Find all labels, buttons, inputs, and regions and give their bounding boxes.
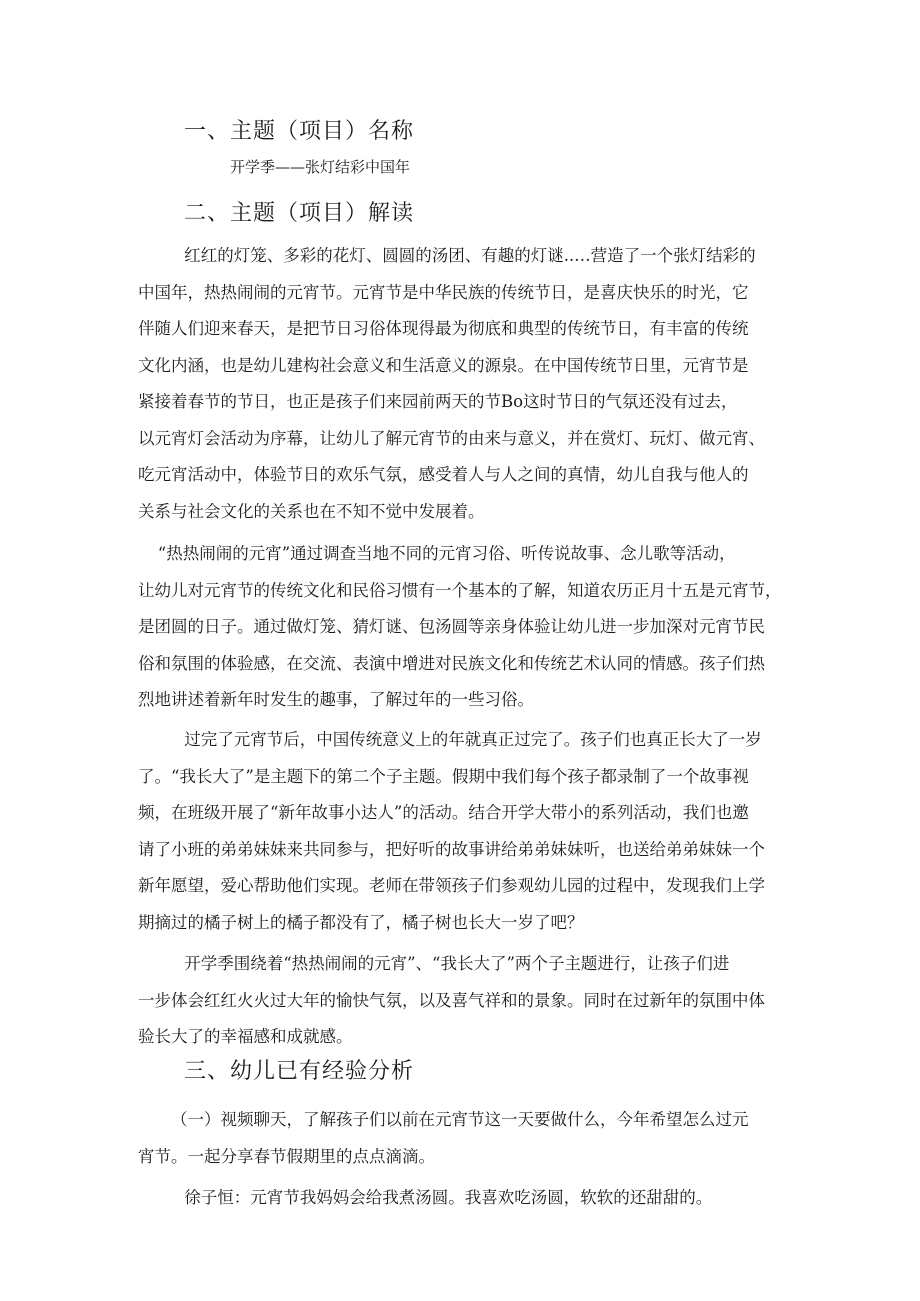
paragraph-line: 了。“我长大了”是主题下的第二个子主题。假期中我们每个孩子都录制了一个故事视: [138, 766, 749, 786]
section-2-heading: 二、主题（项目）解读: [184, 201, 415, 226]
paragraph-line: 频，在班级开展了“新年故事小达人”的活动。结合开学大带小的系列活动，我们也邀: [138, 803, 749, 822]
paragraph-line: 过完了元宵节后，中国传统意义上的年就真正过完了。孩子们也真正长大了一岁: [184, 730, 762, 749]
paragraph-line: “热热闹闹的元宵”通过调查当地不同的元宵习俗、听传说故事、念儿歌等活动，: [157, 544, 736, 563]
experience-paragraph-1: [138, 1102, 790, 1175]
paragraph-line: 徐子恒：元宵节我妈妈会给我煮汤圆。我喜欢吃汤圆，软软的还甜甜的。: [184, 1188, 713, 1207]
paragraph-line: 期摘过的橘子树上的橘子都没有了，橘子树也长大一岁了吧？: [138, 912, 584, 932]
paragraph-line: 吃元宵活动中，体验节日的欢乐气氛，感受着人与人之间的真情，幼儿自我与他人的: [138, 465, 749, 484]
paragraph-line: 请了小班的弟弟妹妹来共同参与，把好听的故事讲给弟弟妹妹听，也送给弟弟妹妹一个: [138, 839, 765, 859]
paragraph-line: 让幼儿对元宵节的传统文化和民俗习惯有一个基本的了解，知道农历正月十五是元宵节，: [138, 580, 782, 600]
section-1-heading: 一、主题（项目）名称: [184, 119, 415, 144]
interpretation-paragraph-2: [138, 536, 790, 719]
paragraph-line: （一）视频聊天，了解孩子们以前在元宵节这一天要做什么，今年希望怎么过元: [171, 1110, 749, 1129]
paragraph-line: 伴随人们迎来春天，是把节日习俗体现得最为彻底和典型的传统节日，有丰富的传统: [138, 319, 749, 338]
paragraph-line: 俗和氛围的体验感，在交流、表演中增进对民族文化和传统艺术认同的情感。孩子们热: [138, 653, 765, 673]
experience-paragraph-2: [138, 1180, 790, 1217]
interpretation-paragraph-4: [138, 946, 790, 1056]
project-name: 开学季——张灯结彩中国年: [230, 158, 411, 176]
interpretation-paragraph-1: [138, 238, 790, 530]
paragraph-line: 紧接着春节的节日，也正是孩子们来园前两天的节Bo这时节日的气氛还没有过去，: [138, 392, 738, 411]
paragraph-line: 红红的灯笼、多彩的花灯、圆圆的汤团、有趣的灯谜..…营造了一个张灯结彩的: [184, 246, 756, 265]
paragraph-line: 文化内涵，也是幼儿建构社会意义和生活意义的源泉。在中国传统节日里，元宵节是: [138, 355, 749, 375]
paragraph-line: 关系与社会文化的关系也在不知不觉中发展着。: [138, 501, 485, 521]
paragraph-line: 以元宵灯会活动为序幕，让幼儿了解元宵节的由来与意义，并在赏灯、玩灯、做元宵、: [138, 428, 765, 448]
paragraph-line: 烈地讲述着新年时发生的趣事，了解过年的一些习俗。: [138, 690, 534, 709]
paragraph-line: 新年愿望，爱心帮助他们实现。老师在带领孩子们参观幼儿园的过程中，发现我们上学: [138, 876, 765, 895]
paragraph-line: 验长大了的幸福感和成就感。: [138, 1027, 353, 1046]
interpretation-paragraph-3: [138, 722, 790, 941]
paragraph-line: 是团圆的日子。通过做灯笼、猜灯谜、包汤圆等亲身体验让幼儿进一步加深对元宵节民: [138, 617, 765, 636]
paragraph-line: 中国年，热热闹闹的元宵节。元宵节是中华民族的传统节日，是喜庆快乐的时光，它: [138, 282, 749, 302]
paragraph-line: 开学季围绕着“热热闹闹的元宵”、“我长大了”两个子主题进行，让孩子们进: [184, 954, 730, 973]
section-3-heading: 三、幼儿已有经验分析: [184, 1059, 415, 1084]
paragraph-line: 宵节。一起分享春节假期里的点点滴滴。: [138, 1146, 435, 1166]
paragraph-line: 一步体会红红火火过大年的愉快气氛，以及喜气祥和的景象。同时在过新年的氛围中体: [138, 990, 765, 1010]
